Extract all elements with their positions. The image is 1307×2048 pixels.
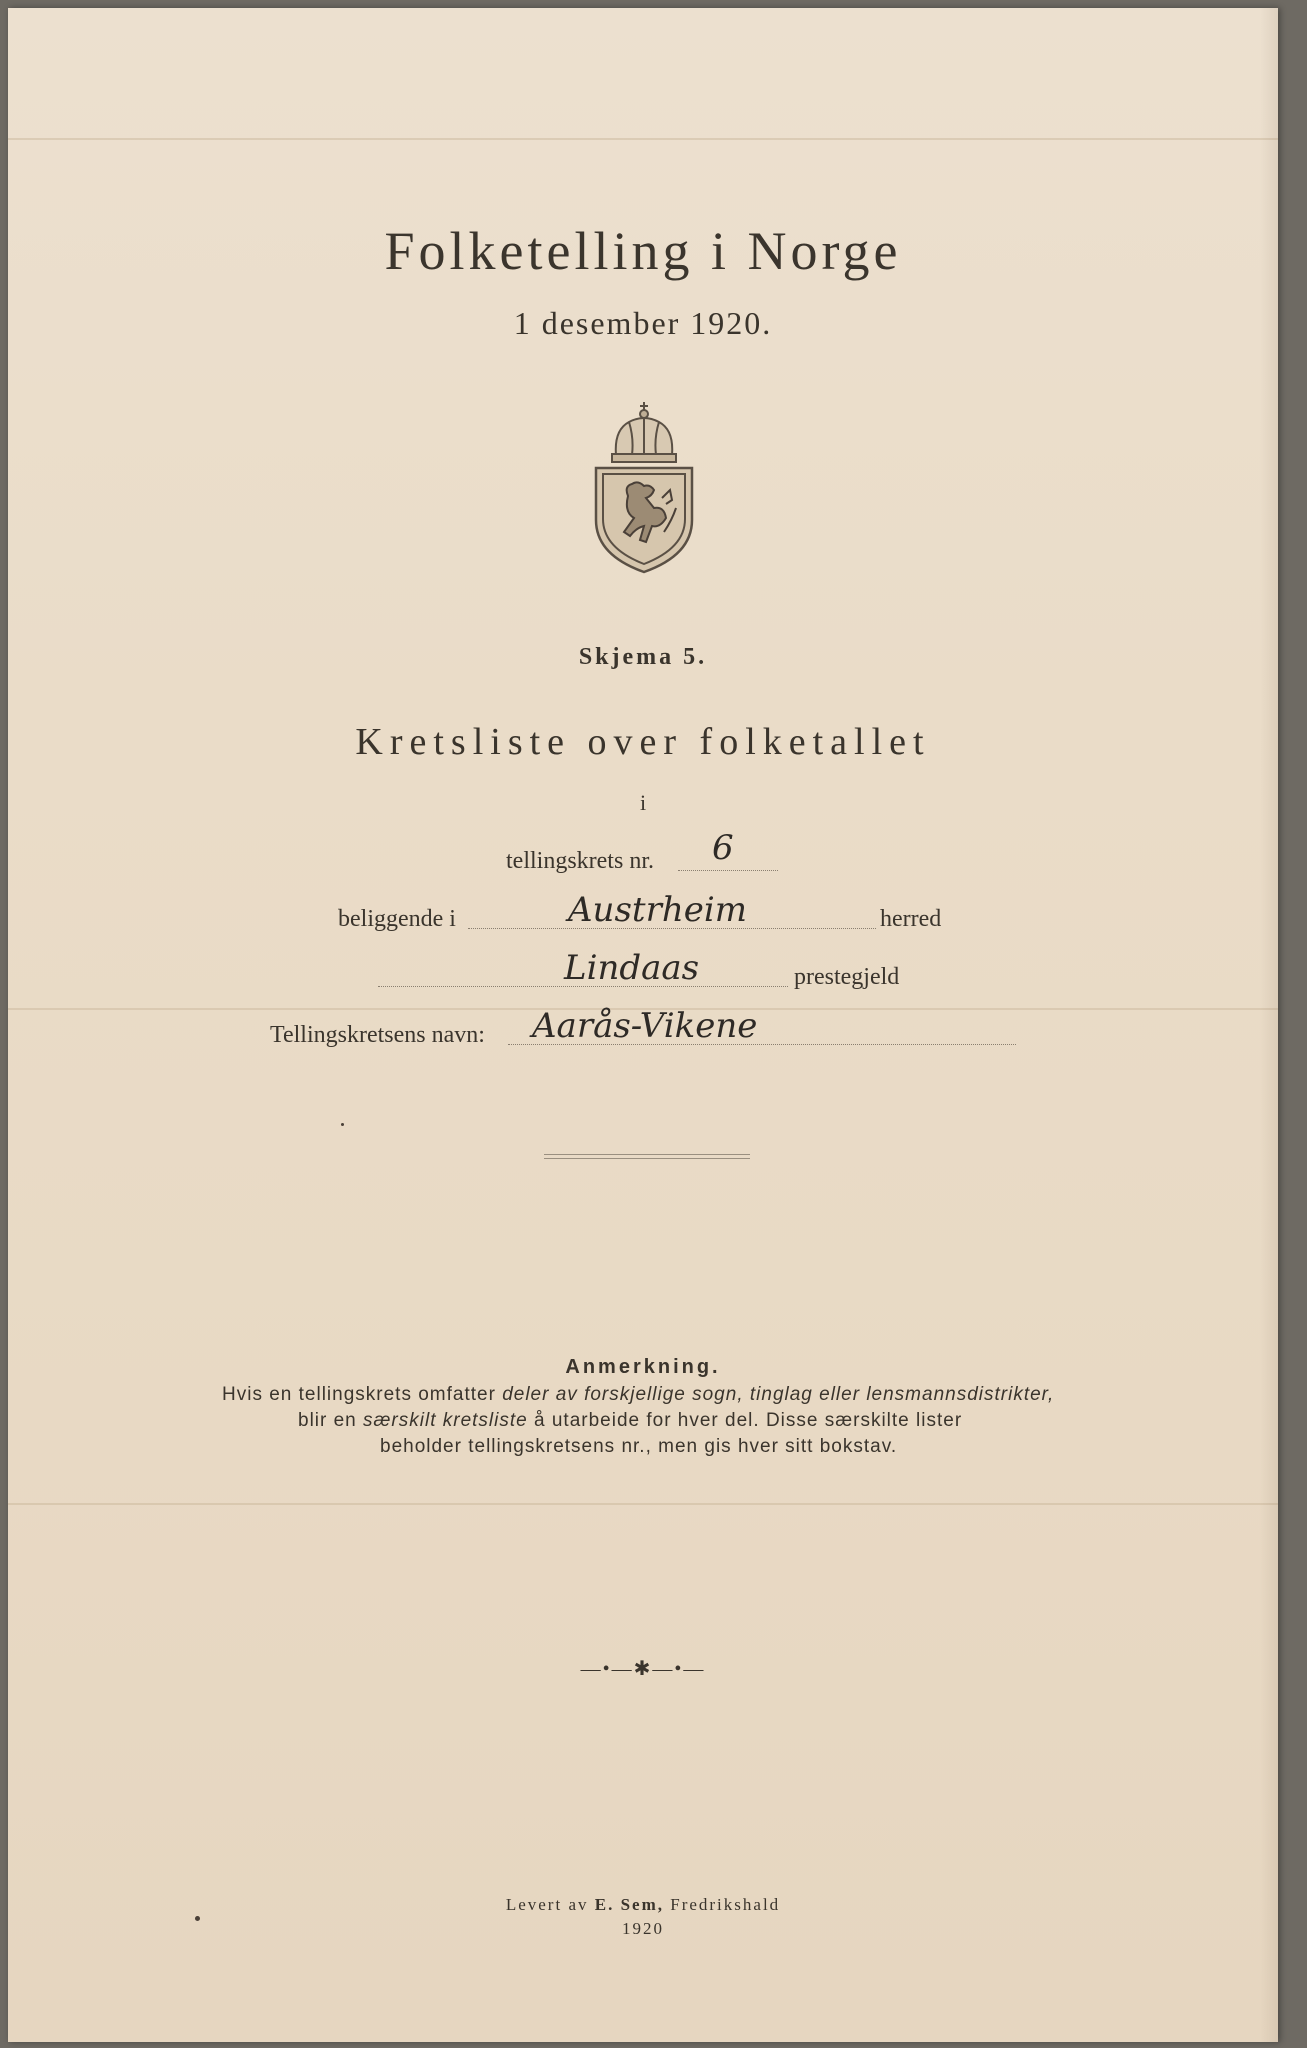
divider [544, 1154, 750, 1155]
paper-speck [341, 1123, 344, 1126]
paper-fold [8, 138, 1278, 140]
divider [544, 1158, 750, 1159]
district-number-label: tellingskrets nr. [506, 848, 654, 874]
preposition: i [639, 790, 647, 815]
remark-text: Hvis en tellingskrets omfatter [222, 1384, 503, 1405]
schema-number: Skjema 5. [578, 644, 708, 670]
form-heading: Kretsliste over folketallet [355, 721, 931, 763]
print-year: 1920 [622, 1919, 664, 1938]
paper-fold [8, 1503, 1278, 1505]
district-name-value[interactable]: Aarås-Vikene [532, 1006, 758, 1046]
census-date: 1 desember 1920. [513, 305, 773, 341]
remark-text: blir en [298, 1410, 364, 1431]
printer-credit [8, 1895, 1278, 1915]
remark-emphasis: deler av forskjellige sogn, tinglag eller lensmannsdistrikter, [502, 1384, 1055, 1405]
remark-title: Anmerkning. [565, 1356, 721, 1378]
herred-label: herred [880, 906, 942, 932]
form-title: Folketelling i Norge [384, 221, 902, 281]
parish-value[interactable]: Lindaas [564, 948, 700, 988]
located-label: beliggende i [338, 906, 456, 932]
norwegian-coat-of-arms-icon [594, 400, 694, 575]
remark-emphasis: særskilt kretsliste [363, 1410, 528, 1431]
remark-text: å utarbeide for hver del. Disse særskilte lister [527, 1410, 963, 1431]
printer-prefix: Levert av [505, 1895, 595, 1914]
municipality-value[interactable]: Austrheim [568, 890, 747, 930]
district-number-line [678, 870, 778, 871]
census-form-page [8, 8, 1278, 2042]
district-number-value[interactable]: 6 [712, 828, 734, 868]
ornament-divider: —•—✱—•— [580, 1658, 706, 1680]
remark-line-1 [222, 1384, 1054, 1406]
district-name-label: Tellingskretsens navn: [270, 1022, 485, 1048]
remark-line-3: beholder tellingskretsens nr., men gis hver sitt bokstav. [380, 1436, 898, 1457]
parish-label: prestegjeld [794, 964, 900, 990]
printer-city: Fredrikshald [663, 1895, 781, 1914]
printer-name: E. Sem, [594, 1895, 664, 1914]
remark-line-2 [298, 1410, 962, 1432]
paper-speck [195, 1916, 200, 1921]
